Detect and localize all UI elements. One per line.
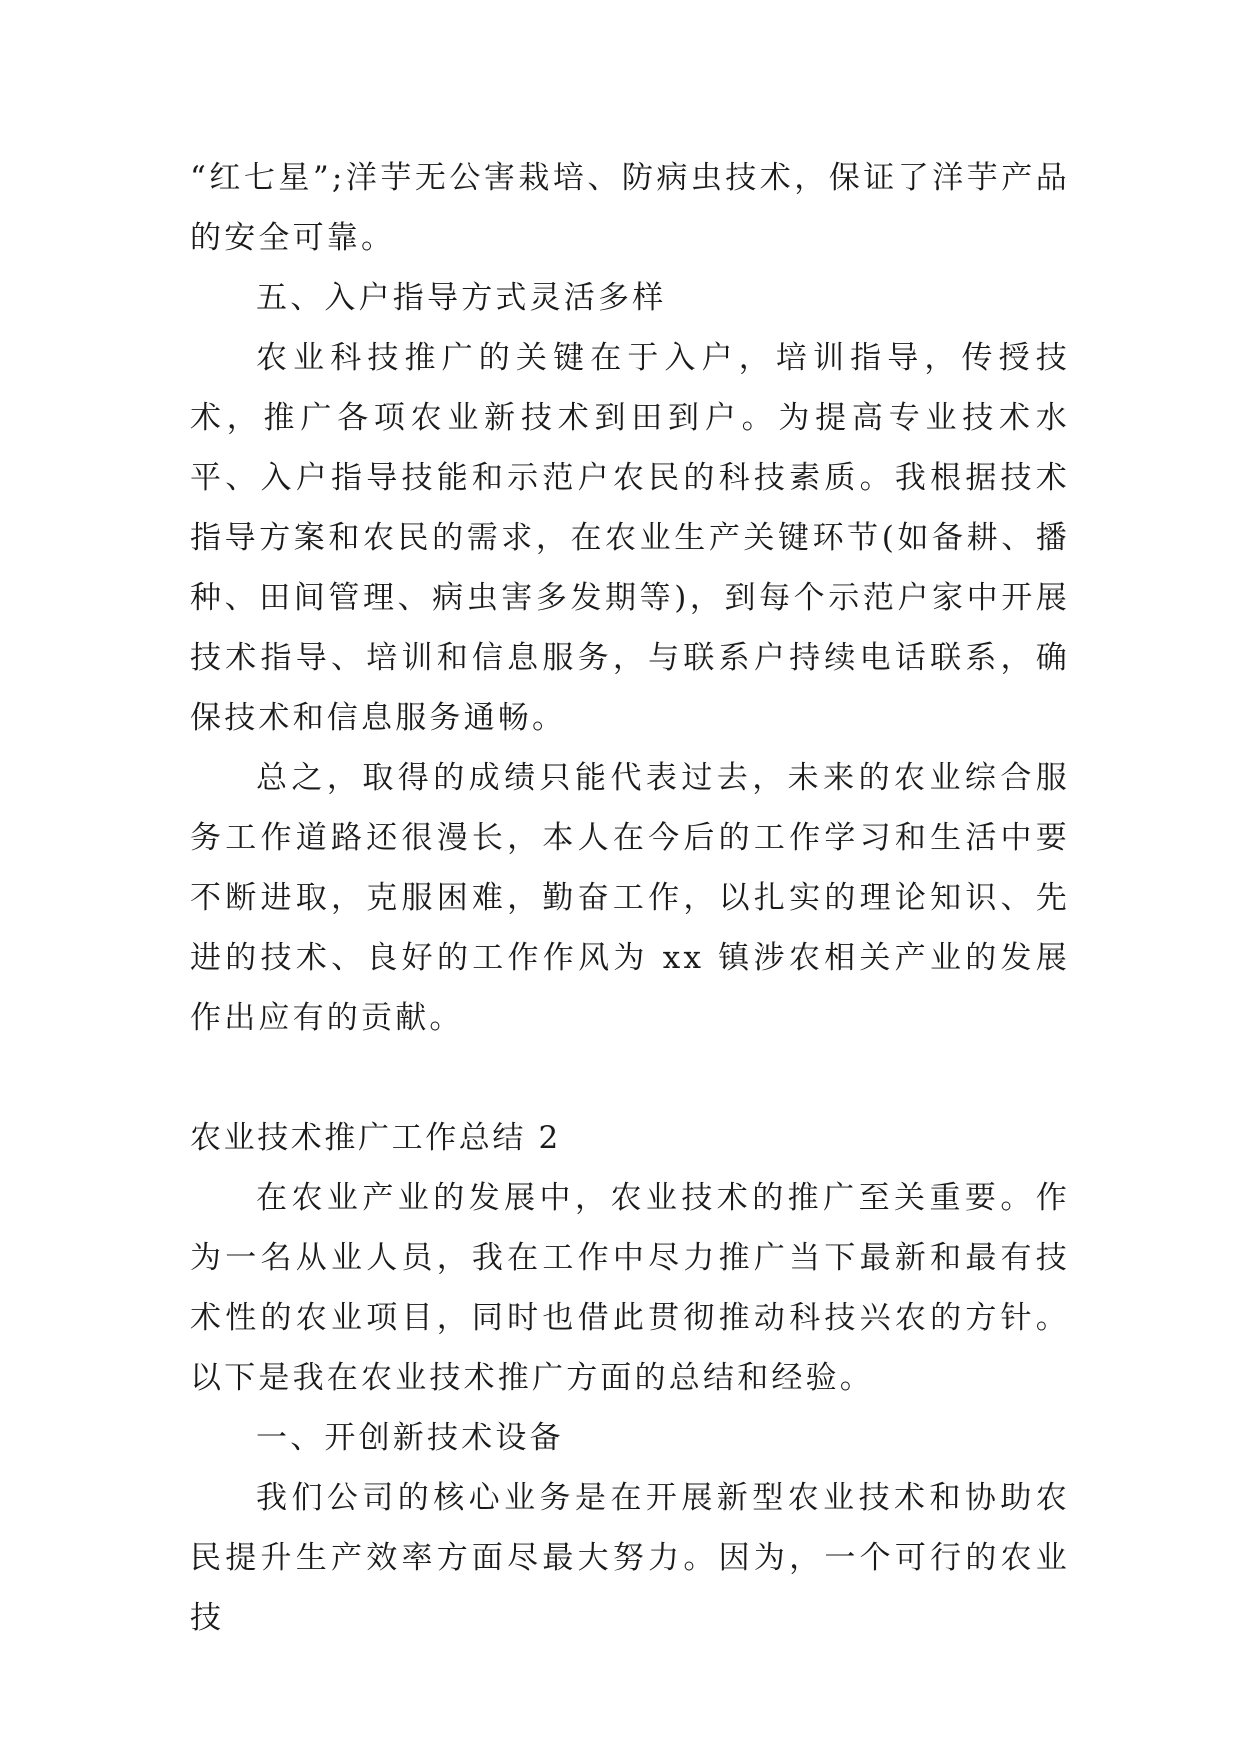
- continuation-paragraph: “红七星”;洋芋无公害栽培、防病虫技术，保证了洋芋产品的安全可靠。: [190, 160, 1070, 256]
- paragraph-conclusion: 总之，取得的成绩只能代表过去，未来的农业综合服务工作道路还很漫长，本人在今后的工作学习和生活中要不断进取，克服困难，勤奋工作，以扎实的理论知识、先进的技术、良好的工作作风为 xx 镇涉农相关产业的发展作出应有的贡献。: [190, 760, 1070, 1036]
- paragraph-household-guidance: 农业科技推广的关键在于入户，培训指导，传授技术，推广各项农业新技术到田到户。为提高专业技术水平、入户指导技能和示范户农民的科技素质。我根据技术指导方案和农民的需求，在农业生产关键环节(如备耕、播种、田间管理、病虫害多发期等)，到每个示范户家中开展技术指导、培训和信息服务，与联系户持续电话联系，确保技术和信息服务通畅。: [190, 340, 1070, 736]
- heading-section-five: 五、入户指导方式灵活多样: [256, 280, 667, 316]
- paragraph-company-business: 我们公司的核心业务是在开展新型农业技术和协助农民提升生产效率方面尽最大努力。因为，一个可行的农业技: [190, 1480, 1070, 1636]
- document-body: [190, 148, 1070, 1648]
- section-title-summary-2: 农业技术推广工作总结 2: [190, 1120, 561, 1156]
- paragraph-intro-summary-2: 在农业产业的发展中，农业技术的推广至关重要。作为一名从业人员，我在工作中尽力推广当下最新和最有技术性的农业项目，同时也借此贯彻推动科技兴农的方针。 以下是我在农业技术推广方面的总结和经验。: [190, 1180, 1070, 1396]
- heading-section-one: 一、开创新技术设备: [256, 1420, 564, 1456]
